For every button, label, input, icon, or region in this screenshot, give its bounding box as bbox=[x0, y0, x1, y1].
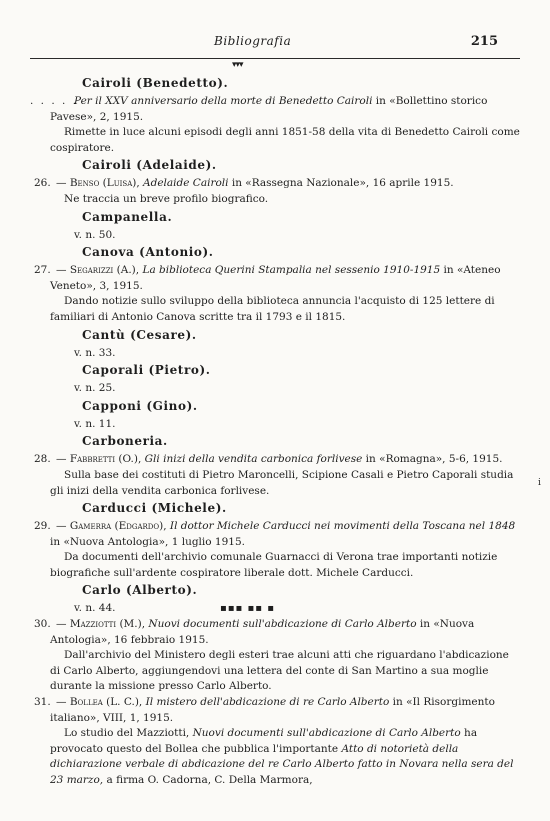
citation-author: Benso (Luisa), bbox=[69, 177, 140, 190]
entry-citation: 30. — Mazziotti (M.), Nuovi documenti sull'abdicazione di Carlo Alberto in «Nuova Antologia», 16 febbraio 1915. bbox=[34, 618, 475, 646]
citation-source: in «Nuova Antologia», 16 febbraio 1915. bbox=[50, 618, 475, 646]
citation-source: in «Ateneo Veneto», 3, 1915. bbox=[50, 264, 501, 292]
citation-title: Per il XXV anniversario della morte di Benedetto Cairoli bbox=[74, 95, 373, 107]
entry-note: Sulla base dei costituti di Pietro Maroncelli, Scipione Casali e Pietro Caporali studia gli inizi della vendita carbonica forlivese. bbox=[50, 468, 514, 497]
entry-note: Dando notizie sullo sviluppo della biblioteca annuncia l'acquisto di 125 lettere di familiari di Antonio Canova scritte tra il 1793 e il 1815. bbox=[50, 295, 495, 323]
entry-carlo-alberto bbox=[50, 582, 520, 617]
entry-heading: Canova (Antonio). bbox=[82, 245, 214, 260]
entry-heading: Cantù (Cesare). bbox=[82, 327, 197, 342]
entry-cairoli-adelaide bbox=[34, 157, 520, 207]
cross-reference: v. n. 50. bbox=[74, 228, 116, 241]
entry-citation: 28. — Fabbretti (O.), Gli inizi della vendita carbonica forlivese in «Romagna», 5-6, 1915. bbox=[50, 452, 520, 468]
scan-artifact: ▪▪▪ ▪▪ ▪ bbox=[220, 603, 276, 615]
header-ornament: ▾▾▾ bbox=[232, 60, 243, 70]
entry-cairoli-benedetto bbox=[30, 75, 520, 156]
citation-source: in «Il Risorgimento italiano», VIII, 1, 1915. bbox=[50, 696, 495, 724]
entry-number: 30. bbox=[34, 618, 51, 631]
entry-caporali bbox=[50, 362, 520, 397]
entry-heading: Campanella. bbox=[82, 209, 173, 224]
header-rule bbox=[30, 58, 520, 59]
entry-cantu bbox=[50, 327, 520, 362]
bibliography-body bbox=[30, 74, 520, 789]
entry-bollea bbox=[34, 695, 520, 789]
citation-source: in «Nuova Antologia», 1 luglio 1915. bbox=[50, 535, 245, 548]
entry-heading: Cairoli (Benedetto). bbox=[82, 76, 229, 90]
citation-author: Fabbretti (O.), bbox=[69, 453, 142, 466]
entry-canova bbox=[34, 244, 520, 325]
entry-citation: 27. — Segarizzi (A.), La biblioteca Querini Stampalia nel sessenio 1910-1915 in «Ateneo Veneto», 3, 1915. bbox=[34, 264, 501, 292]
citation-source: in «Bollettino storico Pavese», 2, 1915. bbox=[50, 95, 488, 123]
citation-title: Gli inizi della vendita carbonica forlivese bbox=[144, 453, 363, 466]
cross-reference-text: v. n. 44. bbox=[74, 602, 116, 615]
entry-note bbox=[50, 726, 520, 788]
entry-number: 28. bbox=[34, 453, 51, 466]
entry-heading: Carducci (Michele). bbox=[82, 501, 227, 516]
entry-note: Ne traccia un breve profilo biografico. bbox=[64, 192, 269, 205]
citation-title: Il mistero dell'abdicazione di re Carlo Alberto bbox=[145, 696, 390, 709]
citation-source: in «Rassegna Nazionale», 16 aprile 1915. bbox=[228, 177, 454, 190]
entry-number: 27. bbox=[34, 264, 51, 277]
citation-source: in «Romagna», 5-6, 1915. bbox=[362, 453, 503, 466]
cross-reference: v. n. 11. bbox=[74, 417, 116, 430]
entry-citation: 31. — Bollea (L. C.), Il mistero dell'abdicazione di re Carlo Alberto in «Il Risorgimento italiano», VIII, 1, 1915. bbox=[34, 696, 495, 724]
citation-author: Gamerra (Edgardo), bbox=[69, 520, 167, 533]
citation-title: Adelaide Cairoli bbox=[143, 177, 229, 190]
cross-reference: v. n. 25. bbox=[74, 382, 116, 395]
note-text: Lo studio del Mazziotti, bbox=[64, 727, 193, 740]
entry-capponi bbox=[50, 398, 520, 433]
citation-title: Nuovi documenti sull'abdicazione di Carlo Alberto bbox=[148, 618, 417, 631]
note-title: Nuovi documenti sull'abdicazione di Carlo Alberto bbox=[192, 727, 461, 740]
entry-campanella bbox=[50, 209, 520, 244]
entry-mazziotti bbox=[34, 617, 520, 695]
entry-carducci bbox=[34, 500, 520, 581]
cross-reference: v. n. 33. bbox=[74, 346, 116, 359]
leader-dots: . . . . . bbox=[30, 95, 79, 107]
entry-heading: Capponi (Gino). bbox=[82, 398, 198, 413]
entry-carboneria bbox=[34, 433, 520, 499]
citation-title: Il dottor Michele Carducci nei movimenti della Toscana nel 1848 bbox=[169, 520, 516, 533]
entry-number: 26. bbox=[34, 177, 51, 190]
entry-number: 29. bbox=[34, 520, 51, 533]
citation-title: La biblioteca Querini Stampalia nel sessenio 1910-1915 bbox=[142, 264, 441, 277]
entry-citation bbox=[30, 94, 520, 125]
margin-mark: i bbox=[538, 478, 541, 488]
note-text: a firma O. Cadorna, C. Della Marmora, bbox=[103, 774, 313, 786]
citation-author: Mazziotti (M.), bbox=[69, 618, 146, 631]
entry-number: 31. bbox=[34, 696, 51, 709]
citation-author: Segarizzi (A.), bbox=[69, 264, 140, 277]
running-title: Bibliografia bbox=[214, 34, 292, 48]
cross-reference bbox=[50, 601, 520, 617]
citation-author: Bollea (L. C.), bbox=[69, 696, 143, 709]
entry-note: Da documenti dell'archivio comunale Guarnacci di Verona trae importanti notizie biografiche sull'ardente cospiratore liberale dott. Michele Carducci. bbox=[50, 551, 498, 579]
page-header bbox=[0, 34, 550, 54]
entry-note: Rimette in luce alcuni episodi degli anni 1851-58 della vita di Benedetto Cairoli come cospiratore. bbox=[50, 126, 520, 154]
entry-heading: Carlo (Alberto). bbox=[82, 583, 198, 598]
entry-heading: Cairoli (Adelaide). bbox=[82, 158, 217, 173]
entry-citation: 29. — Gamerra (Edgardo), Il dottor Michele Carducci nei movimenti della Toscana nel 1848 in «Nuova Antologia», 1 luglio 1915. bbox=[34, 520, 516, 548]
entry-citation: 26. — Benso (Luisa), Adelaide Cairoli in «Rassegna Nazionale», 16 aprile 1915. bbox=[50, 176, 520, 192]
page-number: 215 bbox=[470, 34, 498, 49]
note-title: Atto di notorietà della dichiarazione verbale di abdicazione del re Carlo Alberto fatto in Novara nella sera del 23 marzo, bbox=[50, 742, 514, 786]
note-text: ha provocato questo del Bollea che pubblica l'importante bbox=[50, 727, 478, 755]
entry-heading: Caporali (Pietro). bbox=[82, 363, 211, 378]
entry-note: Dall'archivio del Ministero degli esteri trae alcuni atti che riguardano l'abdicazione di Carlo Alberto, aggiungendovi una lettera del conte di San Martino a sua moglie durante la missione presso Carlo Alberto. bbox=[50, 649, 509, 693]
entry-heading: Carboneria. bbox=[82, 434, 168, 449]
